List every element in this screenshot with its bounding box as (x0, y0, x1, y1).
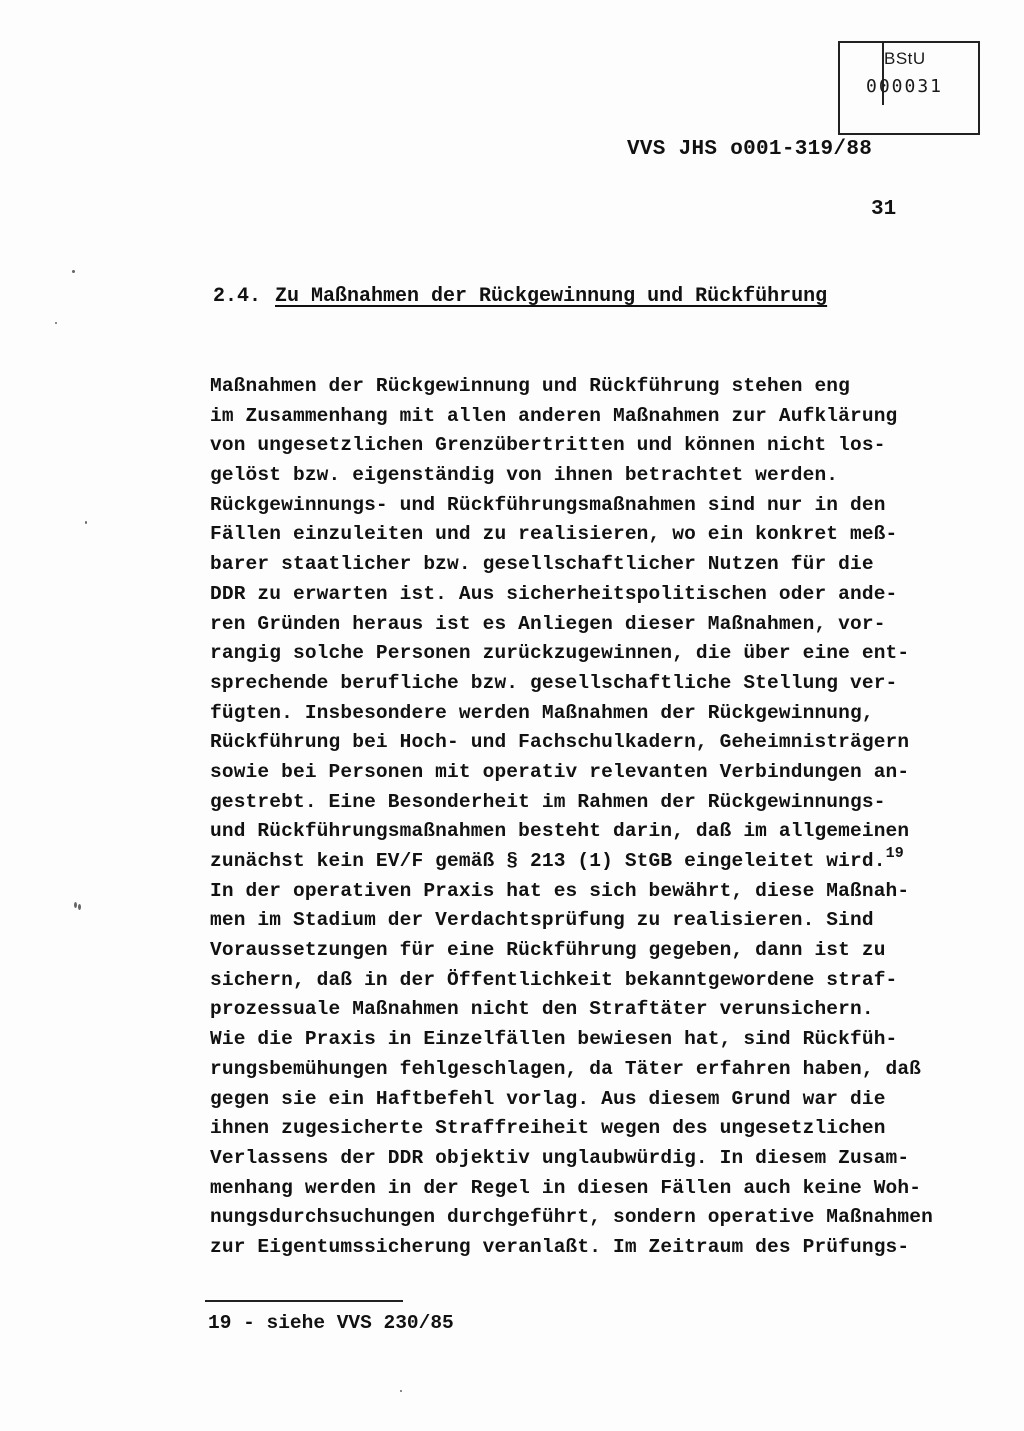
body-line: Maßnahmen der Rückgewinnung und Rückführung stehen eng (210, 375, 851, 397)
body-line: zur Eigentumssicherung veranlaßt. Im Zeitraum des Prüfungs- (210, 1235, 910, 1258)
scan-speck (85, 521, 87, 524)
footnote-marker: 19 (885, 845, 904, 862)
body-line: barer staatlicher bzw. gesellschaftlicher Nutzen für die (210, 553, 874, 576)
body-line: sichern, daß in der Öffentlichkeit bekanntgewordene straf- (210, 968, 898, 991)
body-line: Rückführung bei Hoch- und Fachschulkadern, Geheimnisträgern (210, 731, 910, 754)
body-line: rangig solche Personen zurückzugewinnen, die über eine ent- (210, 642, 910, 665)
scan-speck (400, 1390, 402, 1392)
body-line: sowie bei Personen mit operativ relevanten Verbindungen an- (210, 760, 910, 783)
stamp-org-label: BStU (884, 49, 926, 68)
scan-speck (78, 904, 81, 910)
section-title: Zu Maßnahmen der Rückgewinnung und Rückführung (275, 285, 828, 308)
body-line: im Zusammenhang mit allen anderen Maßnahmen zur Aufklärung (210, 404, 898, 427)
body-line: rungsbemühungen fehlgeschlagen, da Täter erfahren haben, daß (210, 1057, 922, 1080)
page-number: 31 (871, 198, 897, 221)
body-line: nungsdurchsuchungen durchgeführt, sondern operative Maßnahmen (210, 1206, 933, 1229)
body-line: In der operativen Praxis hat es sich bewährt, diese Maßnah- (210, 879, 910, 902)
section-number: 2.4. (213, 285, 262, 308)
body-line: gelöst bzw. eigenständig von ihnen betrachtet werden. (210, 464, 839, 487)
section-heading (213, 285, 827, 308)
body-line: zunächst kein EV/F gemäß § 213 (1) StGB eingeleitet wird.$^{19}$ (210, 845, 904, 872)
body-line: ren Gründen heraus ist es Anliegen dieser Maßnahmen, vor- (210, 612, 886, 635)
body-line: und Rückführungsmaßnahmen besteht darin, daß im allgemeinen (210, 820, 910, 843)
scan-speck (55, 322, 57, 324)
stamp-archive-number: 000031 (866, 76, 944, 97)
body-line: Voraussetzungen für eine Rückführung gegeben, dann ist zu (210, 939, 886, 962)
body-line: prozessuale Maßnahmen nicht den Straftäter verunsichern. (210, 998, 874, 1021)
body-line: Wie die Praxis in Einzelfällen bewiesen hat, sind Rückfüh- (210, 1028, 898, 1051)
body-text (210, 372, 950, 1263)
body-line: DDR zu erwarten ist. Aus sicherheitspolitischen oder ande- (210, 582, 898, 605)
body-line: Rückgewinnungs- und Rückführungsmaßnahmen sind nur in den (210, 493, 886, 516)
body-line: sprechende berufliche bzw. gesellschaftliche Stellung ver- (210, 671, 898, 694)
document-reference: VVS JHS o001-319/88 (627, 138, 873, 161)
body-line: menhang werden in der Regel in diesen Fällen auch keine Woh- (210, 1176, 922, 1199)
footnote: 19 - siehe VVS 230/85 (208, 1312, 454, 1334)
body-line: gegen sie ein Haftbefehl vorlag. Aus diesem Grund war die (210, 1087, 886, 1110)
scan-speck (72, 270, 75, 273)
body-line: Fällen einzuleiten und zu realisieren, wo ein konkret meß- (210, 523, 898, 546)
body-line: fügten. Insbesondere werden Maßnahmen der Rückgewinnung, (210, 701, 874, 724)
body-line: ihnen zugesicherte Straffreiheit wegen des ungesetzlichen (210, 1117, 886, 1140)
body-line: von ungesetzlichen Grenzübertritten und können nicht los- (210, 434, 886, 457)
body-line: gestrebt. Eine Besonderheit im Rahmen der Rückgewinnungs- (210, 790, 886, 813)
body-line: Verlassens der DDR objektiv unglaubwürdig. In diesem Zusam- (210, 1146, 910, 1169)
footnote-rule (205, 1300, 403, 1302)
body-line: men im Stadium der Verdachtsprüfung zu realisieren. Sind (210, 909, 874, 932)
scan-speck (74, 902, 77, 908)
